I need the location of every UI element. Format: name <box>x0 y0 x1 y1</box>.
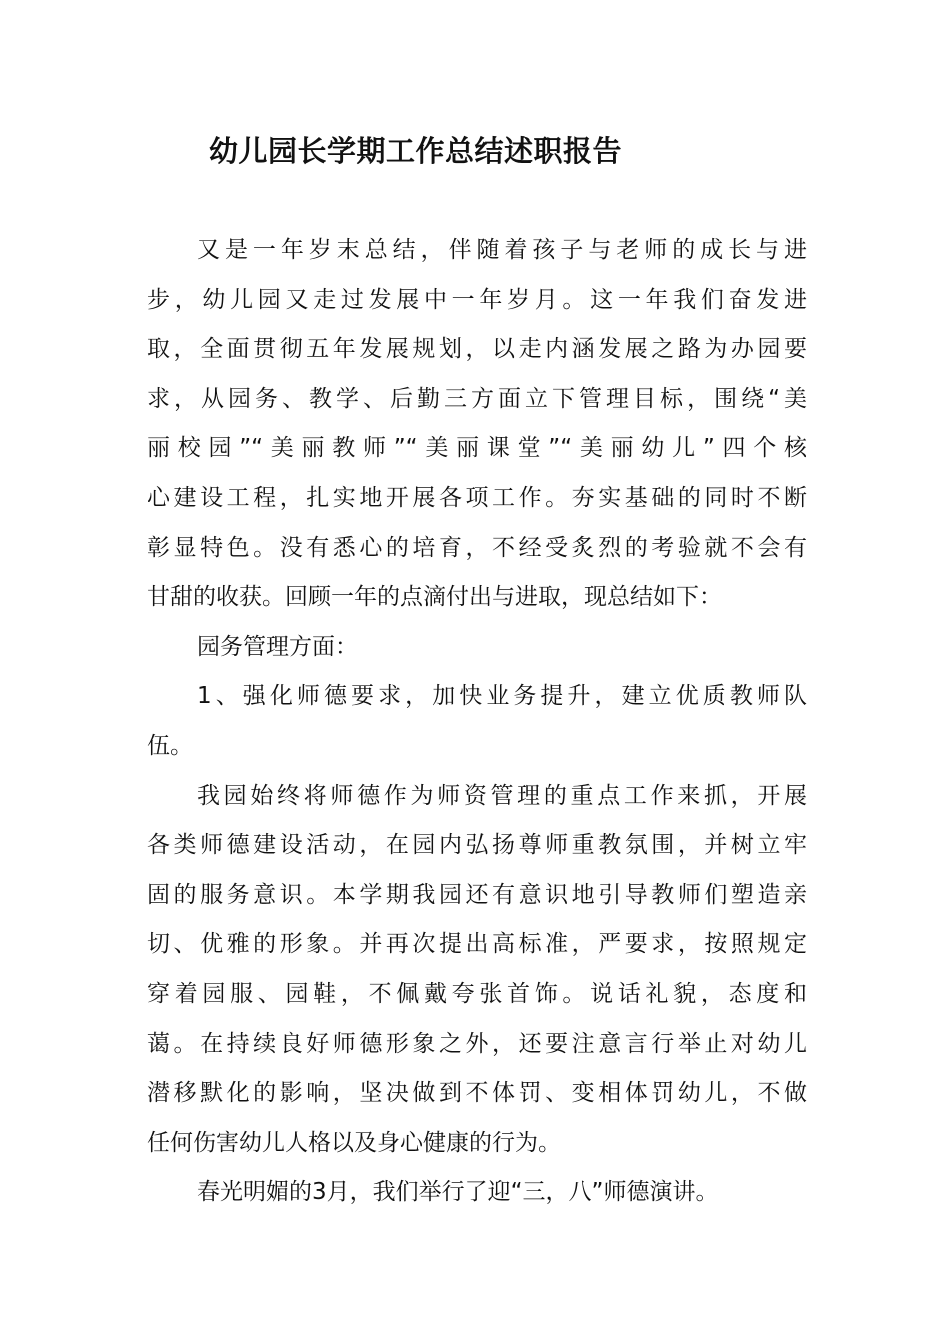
text-line: 又是一年岁末总结，伴随着孩子与老师的成长与进 <box>197 237 807 263</box>
text-line: 任何伤害幼儿人格以及身心健康的行为。 <box>147 1129 561 1156</box>
text-line: 求，从园务、教学、后勤三方面立下管理目标，围绕“美 <box>147 385 807 412</box>
text-line: 心建设工程，扎实地开展各项工作。夯实基础的同时不断 <box>147 484 807 511</box>
text-line: 丽校园”“美丽教师”“美丽课堂”“美丽幼儿”四个核 <box>147 435 807 462</box>
text-line: 我园始终将师德作为师资管理的重点工作来抓，开展 <box>197 782 807 809</box>
text-line: 彰显特色。没有悉心的培育，不经受炙烈的考验就不会有 <box>147 534 807 561</box>
text-line: 切、优雅的形象。并再次提出高标准，严要求，按照规定 <box>147 931 807 958</box>
text-line: 各类师德建设活动，在园内弘扬尊师重教氛围，并树立牢 <box>147 832 807 859</box>
text-line: 潜移默化的影响，坚决做到不体罚、变相体罚幼儿，不做 <box>147 1080 807 1107</box>
text-line: 取，全面贯彻五年发展规划，以走内涵发展之路为办园要 <box>147 336 807 363</box>
text-line: 固的服务意识。本学期我园还有意识地引导教师们塑造亲 <box>147 881 807 908</box>
document-title: 幼儿园长学期工作总结述职报告 <box>209 134 623 168</box>
text-line: 1、强化师德要求，加快业务提升，建立优质教师队 <box>197 683 807 710</box>
text-line: 春光明媚的3月，我们举行了迎“三，八”师德演讲。 <box>197 1179 719 1206</box>
text-line: 蔼。在持续良好师德形象之外，还要注意言行举止对幼儿 <box>147 1030 807 1057</box>
text-line: 园务管理方面： <box>197 633 358 660</box>
text-line: 伍。 <box>147 732 193 759</box>
document-body <box>147 226 807 1218</box>
text-line: 步，幼儿园又走过发展中一年岁月。这一年我们奋发进 <box>147 286 807 313</box>
text-line: 甘甜的收获。回顾一年的点滴付出与进取，现总结如下： <box>147 584 722 611</box>
text-line: 穿着园服、园鞋，不佩戴夸张首饰。说话礼貌，态度和 <box>147 980 807 1007</box>
